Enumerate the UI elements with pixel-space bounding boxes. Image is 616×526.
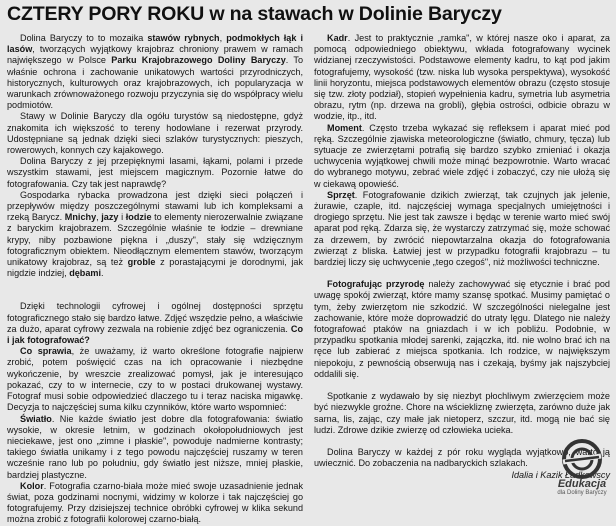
paragraph-gospodarka: Gospodarka rybacka prowadzona jest dzięki sieci połączeń i przepływów między poszczególnymi stawami lub ich kompleksami a rzeką Barycz. Mnichy, jazy i łodzie to elementy nierozerwalnie związane z baryckim krajobrazem. Szczególnie właśnie te łodzie – drewniane krypy, niby pozbawione piękna i „duszy", stały się wdzięcznym fotograficznym obiektem. Nieodłącznym elementem stawów, tworzącym unikatowy krajobraz, są też groble z porastającymi je dorodnymi, jak nigdzie indziej, dębami.: [7, 189, 304, 279]
article-headline: CZTERY PORY ROKU w na stawach w Dolinie Baryczy: [7, 3, 502, 25]
edukacja-logo-name: Edukacja: [557, 478, 607, 490]
paragraph-stawy: Stawy w Dolinie Baryczy dla ogółu turystów są niedostępne, gdyż znakomita ich większość to tereny hodowlane i rezerwat przyrody. Udostępniane są jednak dzięki sieci szlaków turystycznych: pieszych, rowerowych, konnych czy kajakowego.: [7, 111, 303, 156]
paragraph-etyka: Fotografując przyrodę należy zachowywać się etycznie i brać pod uwagę spokój zwierząt, które mamy szansę spotkać. Musimy pamiętać o tym, żeby zwierzętom nie szkodzić. W szczególności nielegalne jest zachowanie, które może doprowadzić do utraty lęgu. Dlatego nie należy fotografować ptaków na gniazdach i w ich pobliżu. Podobnie, w przypadku spotkania młodej sarenki, zajączka, itd. nie wolno brać ich na ręce lub zabierać z miejsca spotkania. Ich rodzice, w największym niepokoju, z pewnością obserwują nas i czekają, byśmy jak najszybciej oddalili się.: [314, 279, 610, 379]
paragraph-sprzet: Sprzęt. Fotografowanie dzikich zwierząt, tak czujnych jak jelenie, żurawie, czaple, itd. najczęściej wymaga specjalnych umiejętności i drogiego sprzętu. Nie jest tak zawsze i będąc w terenie warto mieć swój aparat pod ręką. Zdarza się, że wystarczy zatrzymać się, może schować za drzewem, by zwrócić niepowtarzalna okazja do fotografowania zwierząt z bliska. Łatwiej jest w przypadku fotografii krajobrazu – tu bardziej liczy się uchwycenie „tego czegoś", niż możliwości techniczne.: [314, 189, 610, 268]
article-signature: Idalia i Kazik Ładkowscy: [511, 470, 610, 481]
edukacja-logo-icon: [551, 438, 613, 480]
edukacja-logo: [551, 438, 613, 498]
paragraph-swiatlo: Światło. Nie każde światło jest dobre dla fotografowania: światło wysokie, w okresie letnim, w godzinach okołopołudniowych jest nieciekawe, jest ono „zimne i płaskie", powoduje nadmierne kontrasty; takiego światła unikamy i z tego powodu najczęściej ruszamy w teren wcześnie rano lub po południu, gdy światło jest niższe, mniej płaskie, bardziej plastyczne.: [7, 413, 303, 480]
paragraph-kolor: Kolor. Fotografia czarno-biała może mieć swoje uzasadnienie jednak świat, poza godzinami nocnymi, widzimy w kolorze i tak najczęściej go fotografujemy. Przy dzisiejszej technice obróbki cyfrowej w klika sekund można zrobić z fotografii kolorowej czarno-białą.: [7, 480, 303, 525]
paragraph-intro: Dolina Baryczy to to mozaika stawów rybnych, podmokłych łąk i lasów, tworzących wyjątkowy krajobraz chroniony prawem w ramach największego w Polsce Parku Krajobrazowego Doliny Baryczy. To właśnie ochrona i zachowanie unikatowych wartości przyrodniczych, historycznych, kulturowych oraz krajobrazowych, ich popularyzacja w warunkach zrównoważonego rozwoju przyczynia się do współpracy wielu podmiotów.: [7, 33, 303, 111]
paragraph-moment: Moment. Często trzeba wykazać się refleksem i aparat mieć pod ręką. Szczególnie zjawiska meteorologiczne (światło, chmury, tęcza) lub sytuacje ze zwierzętami potrafią się bardzo szybko zmieniać i okazja uchwycenia wyjątkowej chwili może minąć bezpowrotnie. Warto wracać do wybranego motywu, zebrać wiele zdjęć i zobaczyć, czy nie ułożą się w ciekawą opowieść.: [314, 122, 610, 189]
left-column: [7, 33, 303, 526]
paragraph-zakonczenie: Dolina Baryczy w każdej z pór roku wygląda wyjątkowo, warto ją uwiecznić. Do zobaczenia na nadbaryckich szlakach.: [314, 446, 610, 469]
paragraph-technologia: Dzięki technologii cyfrowej i ogólnej dostępności sprzętu fotograficznego stało się bardzo łatwe. Zdjęć wszędzie pełno, a właściwie za dużo, aparat cyfrowy zezwala na robienie zdjęć bez ograniczenia. Co i jak fotografować?: [7, 301, 303, 346]
edukacja-logo-sub: dla Doliny Baryczy: [557, 490, 607, 496]
paragraph-magiczne-miejsce: Dolina Baryczy z jej przepięknymi lasami, łąkami, polami i przede wszystkim stawami, jest miejscem magicznym. Pozornie łatwe do fotografowania. Czy tak jest naprawdę?: [7, 156, 303, 189]
right-column: [314, 33, 610, 482]
paragraph-kadr: Kadr. Jest to praktycznie „ramka", w której nasze oko i aparat, za pomocą odpowiedniego obiektywu, wkłada fotografowany wycinek widzianej rzeczywistości. Podstawowe elementy kadru, to kąt pod jakim fotografujemy, wysokość (tzw. niska lub wysoka perspektywa), wysokość linii horyzontu, miejsca podstawowych elementów obrazu (często stosuje się tzw. złoty podział), stopień wypełnienia kadru, symetria lub asymetria obrazu, rytm (np. drzewa na grobli), głębia ostrości, odbicie obrazu w wodzie, itp., itd.: [314, 33, 610, 122]
paragraph-zagrozenie: Spotkanie z wydawało by się niezbyt płochliwym zwierzęciem może być niezwykle groźne. Chore na wściekliznę zwierzęta, zarówno duże jak sarna, lis, zając, czy małe jak nietoperz, szczur, itd. mogą nie bać się ludzi. Zdrowe dzikie zwierzę od człowieka ucieka.: [314, 391, 610, 435]
paragraph-co-sprawia: Co sprawia, że uważamy, iż warto określone fotografie najpierw zrobić, potem poświęcić czas na ich opracowanie i niezbędne wykończenie, by wreszcie zrealizować pomysł, jak je interesująco pokazać, czy to w internecie, czy to w postaci drukowanej wystawy. Fotograf musi sobie odpowiedzieć dlaczego tu i teraz naciska migawkę. Decyzja to najczęściej suma kilku czynników, które warto wspomnieć:: [7, 346, 304, 413]
